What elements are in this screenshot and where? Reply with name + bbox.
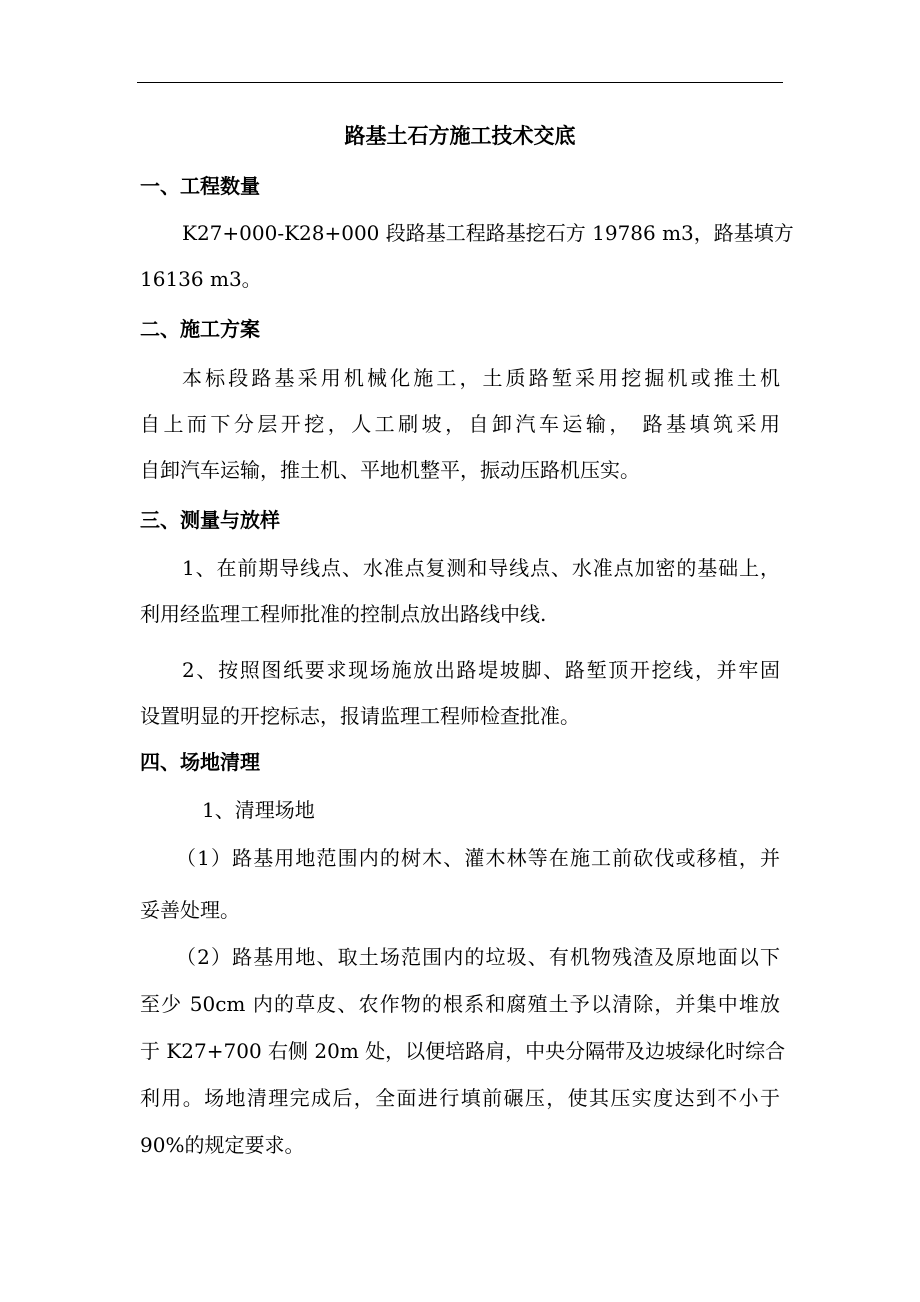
section-heading-site-clearing: 四、场地清理 [140,750,260,774]
paragraph-line: 16136 m3。 [140,267,262,291]
section-heading-survey: 三、测量与放样 [140,508,280,532]
paragraph-line: 1、在前期导线点、水准点复测和导线点、水准点加密的基础上， [182,556,780,580]
paragraph-line: 设置明显的开挖标志，报请监理工程师检查批准。 [140,704,580,728]
header-rule [137,82,783,83]
paragraph-line: 利用经监理工程师批准的控制点放出路线中线. [140,602,547,626]
paragraph-line: （2）路基用地、取土场范围内的垃圾、有机物残渣及原地面以下 [176,945,780,969]
document-title: 路基土石方施工技术交底 [344,123,576,148]
paragraph-line: K27+000-K28+000 段路基工程路基挖石方 19786 m3，路基填方 [182,221,794,245]
paragraph-line: 90%的规定要求。 [140,1133,305,1157]
paragraph-line: 于 K27+700 右侧 20m 处，以便培路肩，中央分隔带及边坡绿化时综合 [140,1039,786,1063]
paragraph-line: 自卸汽车运输，推土机、平地机整平，振动压路机压实。 [140,458,640,482]
paragraph-line: 妥善处理。 [140,898,240,922]
paragraph-line: 自上而下分层开挖，人工刷坡，自卸汽车运输， 路基填筑采用 [140,412,780,436]
paragraph-line: 利用。场地清理完成后，全面进行填前碾压，使其压实度达到不小于 [140,1086,780,1110]
paragraph-line: 本标段路基采用机械化施工，土质路堑采用挖掘机或推土机 [182,366,780,390]
paragraph-line: 至少 50cm 内的草皮、农作物的根系和腐殖土予以清除，并集中堆放 [140,992,780,1016]
paragraph-line: 1、清理场地 [202,798,315,822]
paragraph-line: 2、按照图纸要求现场施放出路堤坡脚、路堑顶开挖线，并牢固 [182,658,780,682]
section-heading-plan: 二、施工方案 [140,317,260,341]
paragraph-line: （1）路基用地范围内的树木、灌木林等在施工前砍伐或移植，并 [176,846,780,870]
section-heading-quantities: 一、工程数量 [140,174,260,198]
